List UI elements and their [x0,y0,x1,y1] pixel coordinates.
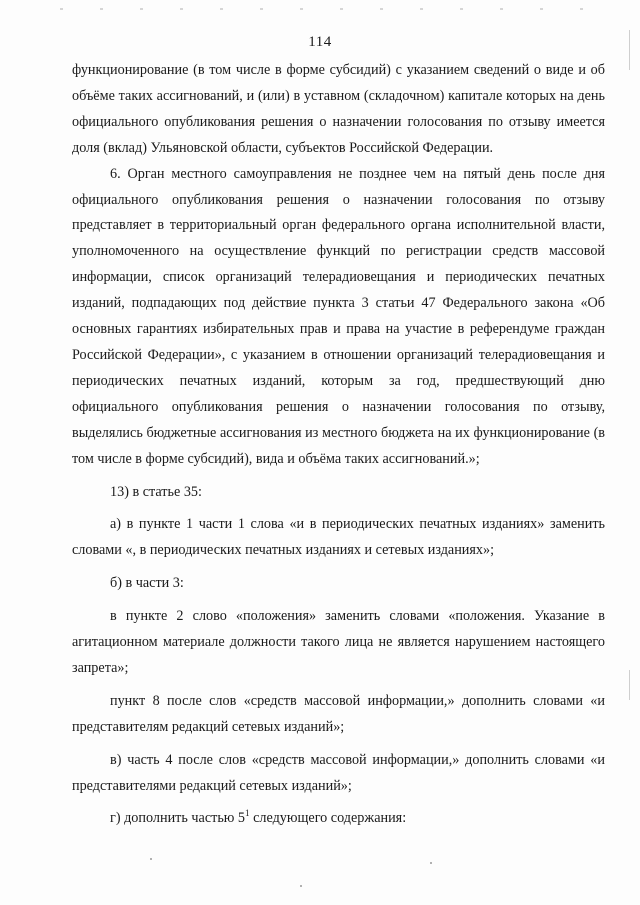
scan-artifact-top [60,8,620,10]
subitem-g-text-after: следующего содержания: [249,810,407,827]
paragraph-subitem-g [72,806,605,832]
scan-artifact-edge [629,670,630,700]
subitem-g-superscript: 1 [245,808,250,819]
document-body [72,58,605,832]
paragraph-subitem-a: а) в пункте 1 части 1 слова «и в периодических печатных изданиях» заменить словами «, в периодических печатных изданиях и сетевых изданиях»; [72,516,605,559]
paragraph-subitem-b: б) в части 3: [110,575,184,592]
paragraph-article-35: 13) в статье 35: [110,483,202,500]
page-number: 114 [308,34,332,50]
paragraph-continuation: функционирование (в том числе в форме субсидий) с указанием сведений о виде и об объёме таких ассигнований, и (или) в уставном (складочном) капитале которых на день официального опубликования решения о назначении голосования по отзыву имеется доля (вклад) Ульяновской области, субъектов Российской Федерации. [72,62,605,156]
scan-artifact-dot [430,862,432,864]
scan-artifact-dot [300,885,302,887]
scan-artifact-dot [150,858,152,860]
paragraph-point-8: пункт 8 после слов «средств массовой информации,» дополнить словами «и представителям редакций сетевых изданий»; [72,692,605,735]
paragraph-item-6: 6. Орган местного самоуправления не позднее чем на пятый день после дня официального опубликования решения о назначении голосования по отзыву представляет в территориальный орган федерального органа исполнительной власти, уполномоченного на осуществление функций по регистрации средств массовой информации, список организаций телерадиовещания и периодических печатных изданий, подпадающих под действие пункта 3 статьи 47 Федерального закона «Об основных гарантиях избирательных прав и права на участие в референдуме граждан Российской Федерации», с указанием в отношении организаций телерадиовещания и периодических печатных изданий, которым за год, предшествующий дню официального опубликования решения о назначении голосования по отзыву, выделялись бюджетные ассигнования из местного бюджета на их функционирование (в том числе в форме субсидий), вида и объёма таких ассигнований.»; [72,165,605,467]
subitem-g-text-before: г) дополнить частью 5 [110,810,246,827]
paragraph-subitem-v: в) часть 4 после слов «средств массовой информации,» дополнить словами «и представителями редакций сетевых изданий»; [72,751,605,794]
scan-artifact-edge [629,30,630,70]
paragraph-point-2: в пункте 2 слово «положения» заменить словами «положения. Указание в агитационном материале должности такого лица не является нарушением настоящего запрета»; [72,608,605,676]
